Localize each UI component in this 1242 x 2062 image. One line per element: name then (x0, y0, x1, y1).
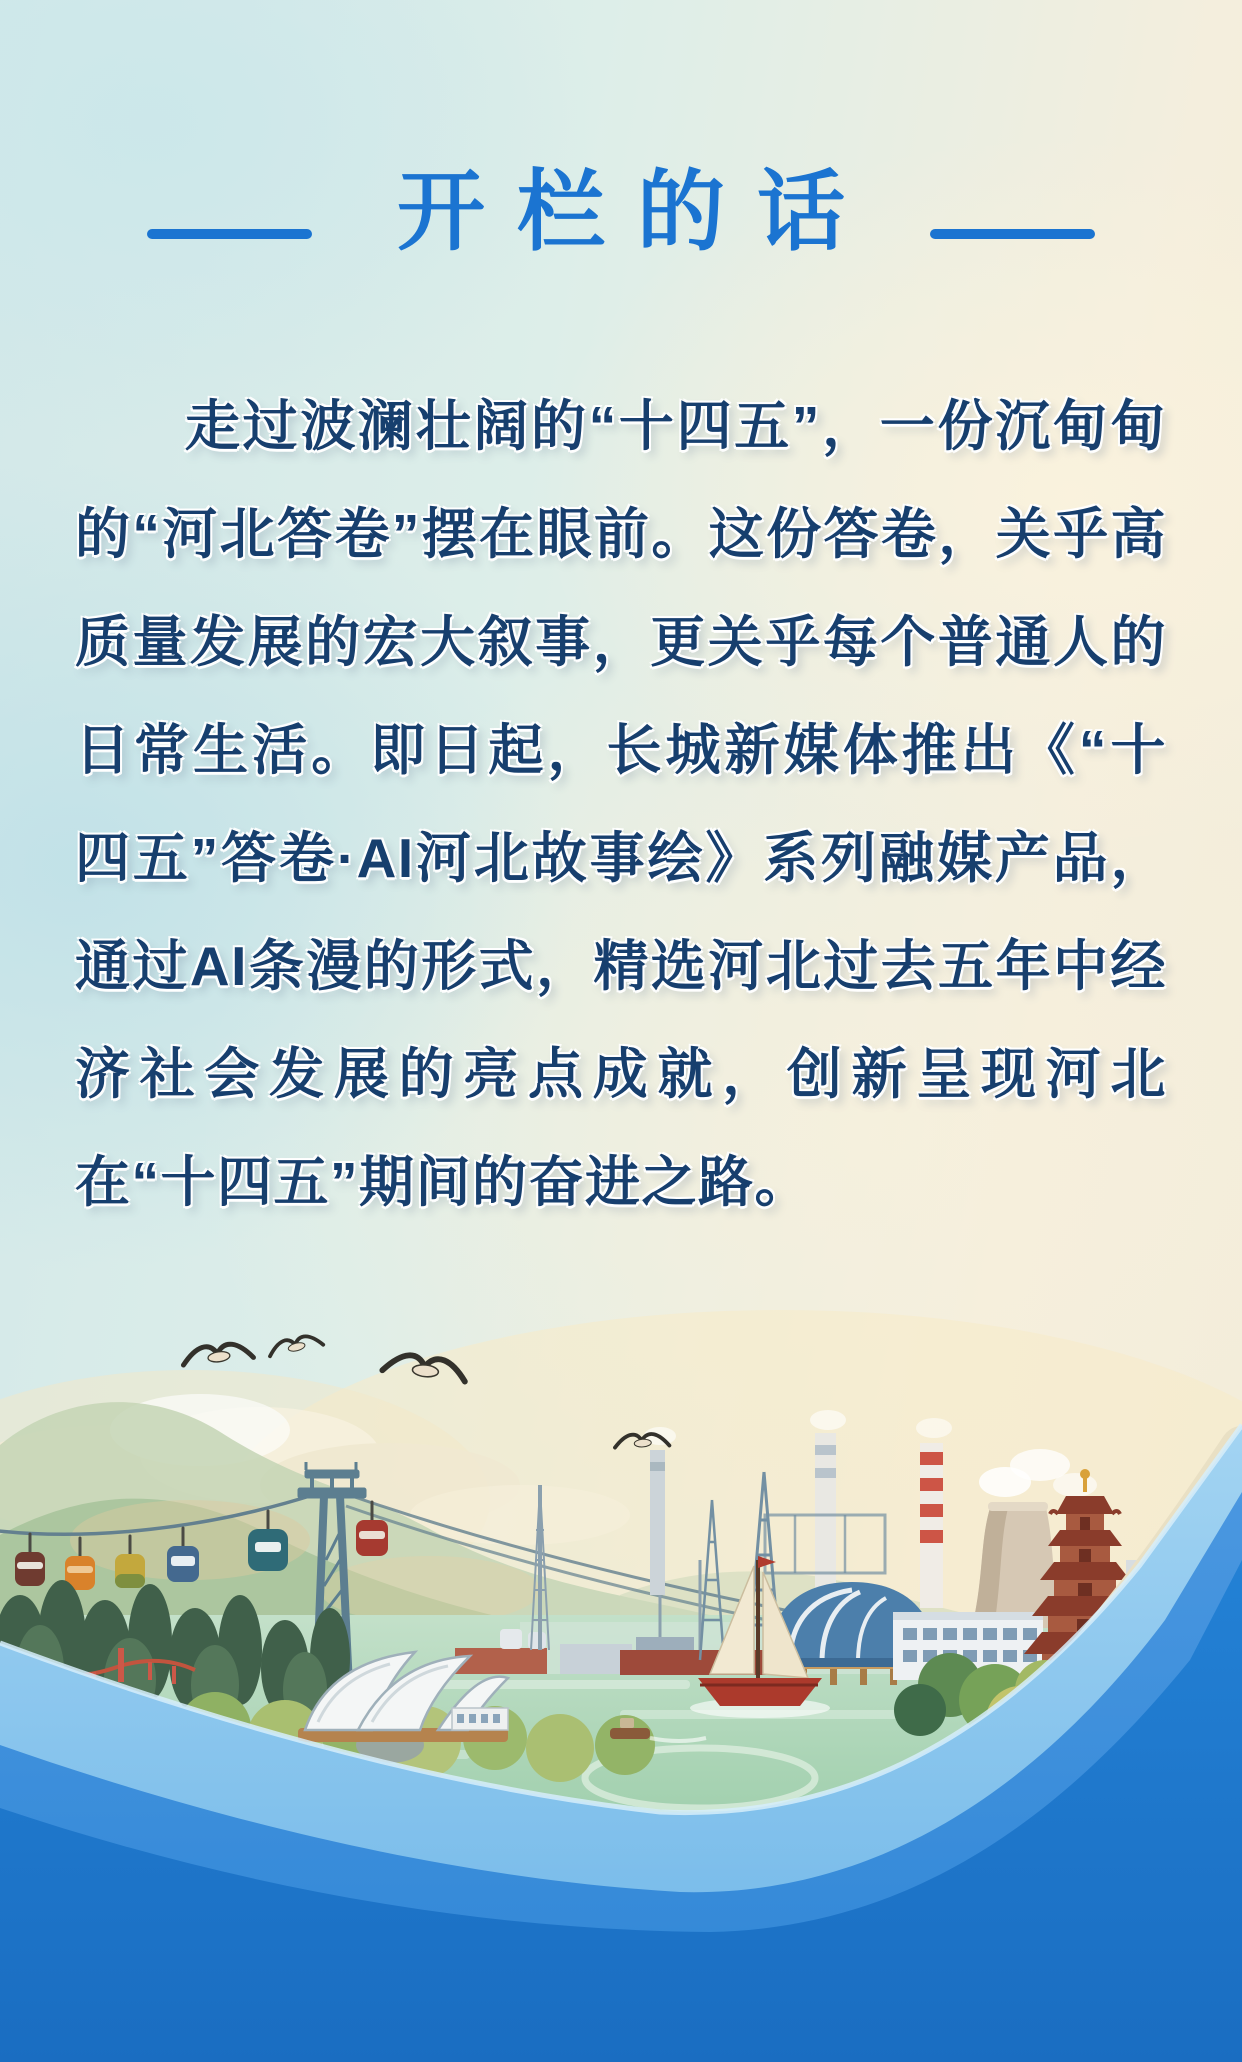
title-section (0, 162, 1242, 261)
title-dash-left-icon (147, 229, 312, 239)
page-title: 开栏的话 (396, 162, 877, 261)
body-paragraph: 走过波澜壮阔的“十四五”，一份沉甸甸的“河北答卷”摆在眼前。这份答卷，关乎高质量发展的宏大叙事，更关乎每个普通人的日常生活。即日起，长城新媒体推出《“十四五”答卷·AI河北故事绘》系列融媒产品，通过AI条漫的形式，精选河北过去五年中经济社会发展的亮点成就，创新呈现河北在“十四五”期间的奋进之路。 (75, 395, 1167, 1213)
title-dash-right-icon (930, 229, 1095, 239)
landscape-illustration (0, 1230, 1242, 2062)
